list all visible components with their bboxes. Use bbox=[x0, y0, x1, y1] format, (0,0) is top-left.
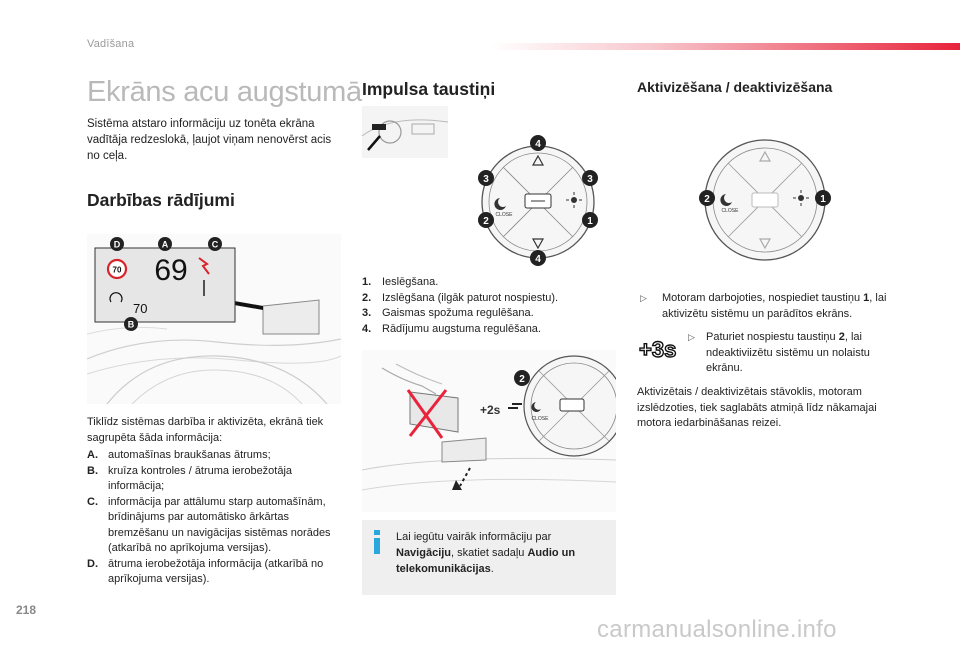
list-item: 2. Izslēgšana (ilgāk paturot nospiestu). bbox=[362, 291, 559, 304]
svg-text:3: 3 bbox=[483, 174, 489, 185]
state-memory-note: Aktivizētais / deaktivizētais stāvoklis, motoram izslēdzoties, tiek saglabāts atmiņā līdz nākamajai motora iedarbināšanas reizei. bbox=[637, 386, 877, 429]
page-title: Ekrāns acu augstumā bbox=[87, 76, 362, 108]
screen-retract-figure bbox=[362, 350, 616, 512]
list-item: 1. Ieslēgšana. bbox=[362, 276, 439, 288]
close-label: CLOSE bbox=[495, 212, 513, 218]
hud-illustration bbox=[87, 234, 341, 404]
display-info-lead: Tiklīdz sistēmas darbība ir aktivizēta, ekrānā tiek sagrupēta šāda informācija: bbox=[87, 416, 324, 444]
section-label: Vadīšana bbox=[87, 38, 135, 50]
control-pad-figure-right bbox=[697, 132, 833, 268]
hold-3s-badge bbox=[637, 334, 687, 364]
list-item: 4. Rādījumu augstuma regulēšana. bbox=[362, 322, 541, 335]
bullet-activate: ▷ Motoram darbojoties, nospiediet taustiņu 1, lai aktivizētu sistēmu un parādītos ekrāns. bbox=[640, 291, 900, 322]
watermark: carmanualsonline.info bbox=[597, 616, 837, 643]
close-label-right: CLOSE bbox=[721, 208, 739, 214]
svg-text:CLOSE: CLOSE bbox=[531, 416, 549, 422]
callout-3-right bbox=[582, 170, 598, 186]
list-item: D. ātruma ierobežotāja informācija (atkarībā no aprīkojuma versijas). bbox=[87, 557, 324, 585]
intro-text: Sistēma atstaro informāciju uz tonēta ekrāna vadītāja redzeslokā, ļaujot viņam nenovērst acis no ceļa. bbox=[87, 118, 332, 162]
svg-text:4: 4 bbox=[535, 139, 541, 150]
callout-d bbox=[110, 237, 124, 251]
info-text: Lai iegūtu vairāk informāciju par Navigāciju, skatiet sadaļu Audio un telekomunikācijas. bbox=[396, 531, 576, 575]
svg-text:2: 2 bbox=[519, 374, 525, 385]
car-interior-thumbnail bbox=[362, 106, 448, 158]
page-number: 218 bbox=[16, 603, 37, 617]
svg-text:4: 4 bbox=[535, 254, 541, 265]
callout-b bbox=[124, 317, 138, 331]
bullet-flag-icon: ▷ bbox=[688, 332, 695, 342]
heading-aktivizesana: Aktivizēšana / deaktivizēšana bbox=[637, 79, 833, 95]
svg-text:+3s: +3s bbox=[639, 337, 677, 362]
svg-text:2: 2 bbox=[483, 216, 489, 227]
callout-2-lower bbox=[514, 370, 530, 386]
info-icon bbox=[372, 530, 382, 554]
callout-4-top bbox=[530, 135, 546, 151]
callout-3-left bbox=[478, 170, 494, 186]
svg-text:3: 3 bbox=[587, 174, 593, 185]
svg-text:B: B bbox=[127, 319, 135, 330]
heading-darbibas-radijumi: Darbības rādījumi bbox=[87, 190, 235, 210]
impulse-keys-list bbox=[362, 275, 616, 337]
svg-text:1: 1 bbox=[587, 216, 593, 227]
control-pad-figure bbox=[472, 134, 602, 268]
limit-sign-value: 70 bbox=[112, 265, 122, 275]
callout-1-right-pad bbox=[815, 190, 831, 206]
svg-text:2: 2 bbox=[704, 194, 710, 205]
hud-display-figure bbox=[87, 234, 341, 404]
link-navigacija: Navigāciju bbox=[396, 547, 452, 559]
bullet-deactivate: ▷ Paturiet nospiestu taustiņu 2, lai ndeaktiviizētu sistēmu un nolaistu ekrānu. bbox=[688, 330, 903, 377]
display-info-list bbox=[87, 448, 341, 588]
callout-1 bbox=[582, 212, 598, 228]
list-item: B. kruīza kontroles / ātruma ierobežotāja informācija; bbox=[87, 464, 293, 492]
svg-text:C: C bbox=[211, 239, 219, 250]
speed-value: 69 bbox=[154, 254, 188, 287]
link-audio-telekomunikacijas: Audio un telekomunikācijas bbox=[396, 547, 576, 575]
cruise-limit-value: 70 bbox=[133, 301, 148, 316]
callout-2-right-pad bbox=[699, 190, 715, 206]
svg-text:A: A bbox=[161, 239, 169, 250]
callout-c bbox=[208, 237, 222, 251]
heading-impulsa-taustini: Impulsa taustiņi bbox=[362, 79, 496, 99]
bullet-flag-icon: ▷ bbox=[640, 293, 647, 303]
callout-a bbox=[158, 237, 172, 251]
callout-2 bbox=[478, 212, 494, 228]
header-accent-bar bbox=[490, 43, 960, 50]
list-item: C. informācija par attālumu starp automašīnām, brīdinājums par automātisko ārkārtas bremzēšanu un navigācijas sistēmas norādes (atkarībā no aprīkojuma versijas). bbox=[87, 495, 331, 554]
list-item: A. automašīnas braukšanas ātrums; bbox=[87, 449, 271, 461]
svg-text:D: D bbox=[113, 239, 121, 250]
callout-4-bottom bbox=[530, 250, 546, 266]
list-item: 3. Gaismas spožuma regulēšana. bbox=[362, 307, 534, 319]
hold-2s-label: +2s bbox=[480, 403, 501, 417]
svg-text:1: 1 bbox=[820, 194, 826, 205]
